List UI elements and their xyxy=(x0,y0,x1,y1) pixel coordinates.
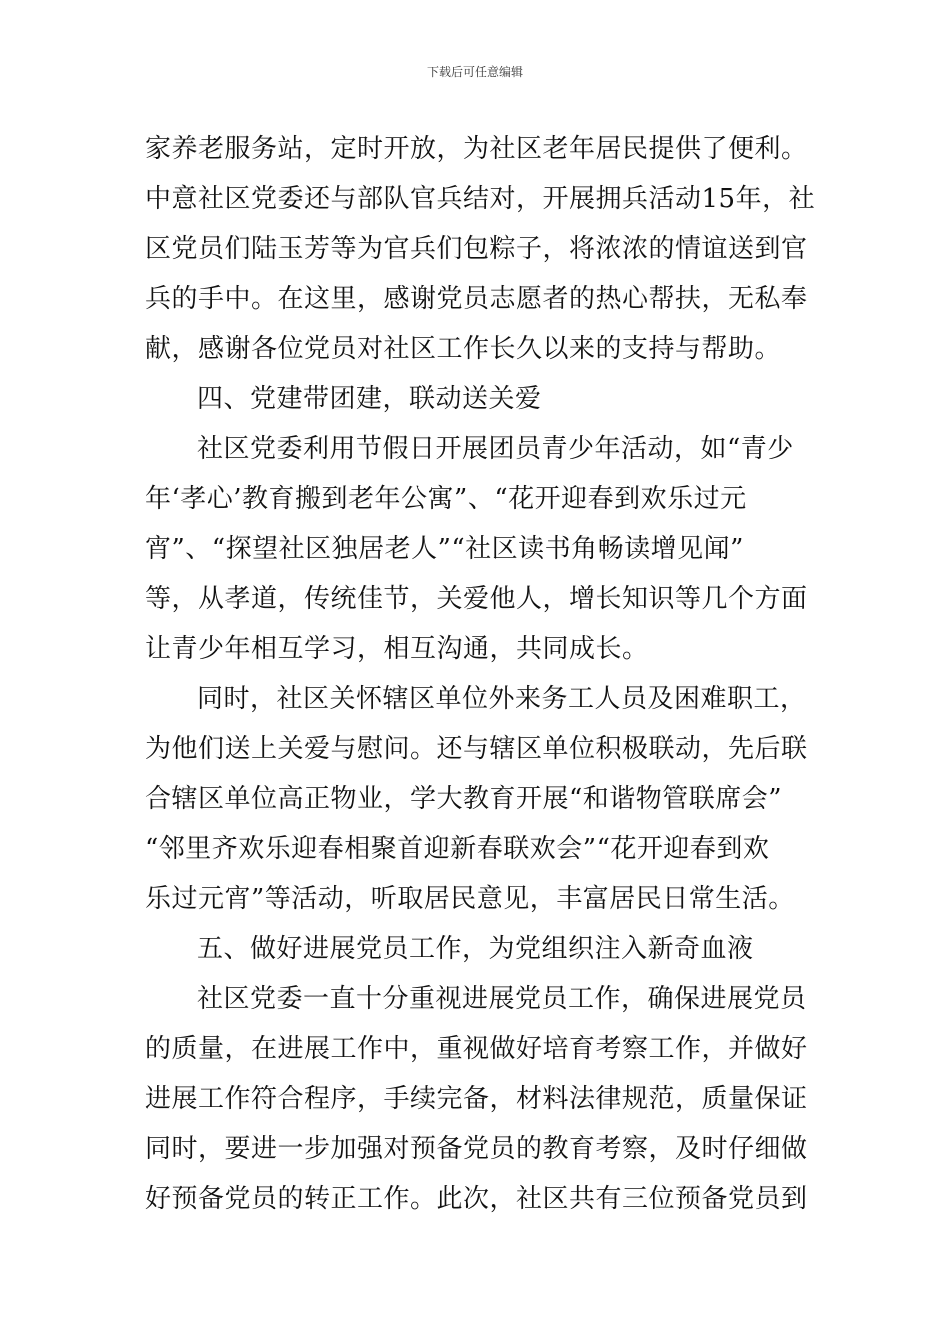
text-line: “邻里齐欢乐迎春相聚首迎新春联欢会”“花开迎春到欢 xyxy=(145,834,770,864)
text-line: 让青少年相互学习，相互沟通，共同成长。 xyxy=(145,634,649,664)
text-line: 社区党委一直十分重视进展党员工作，确保进展党员 xyxy=(197,984,807,1014)
text-line: 同时，要进一步加强对预备党员的教育考察，及时仔细做 xyxy=(145,1134,808,1164)
text-line: 四、党建带团建，联动送关爱 xyxy=(197,384,542,414)
text-line: 中意社区党委还与部队官兵结对，开展拥兵活动15年，社 xyxy=(145,184,816,214)
text-line: 年‘孝心’教育搬到老年公寓”、“花开迎春到欢乐过元 xyxy=(145,484,747,514)
text-line: 等，从孝道，传统佳节，关爱他人，增长知识等几个方面 xyxy=(145,584,808,614)
text-line: 的质量，在进展工作中，重视做好培育考察工作，并做好 xyxy=(145,1034,808,1064)
text-line: 社区党委利用节假日开展团员青少年活动，如“青少 xyxy=(197,434,794,464)
text-line: 区党员们陆玉芳等为官兵们包粽子，将浓浓的情谊送到官 xyxy=(145,234,808,264)
text-line: 乐过元宵”等活动，听取居民意见，丰富居民日常生活。 xyxy=(145,884,795,914)
text-line: 献，感谢各位党员对社区工作长久以来的支持与帮助。 xyxy=(145,334,782,364)
text-line: 家养老服务站，定时开放，为社区老年居民提供了便利。 xyxy=(145,134,808,164)
text-line: 五、做好进展党员工作，为党组织注入新奇血液 xyxy=(197,934,754,964)
text-line: 同时，社区关怀辖区单位外来务工人员及困难职工， xyxy=(197,684,807,714)
text-line: 好预备党员的转正工作。此次，社区共有三位预备党员到 xyxy=(145,1184,808,1214)
text-line: 为他们送上关爱与慰问。还与辖区单位积极联动，先后联 xyxy=(145,734,808,764)
document-body xyxy=(145,124,816,1224)
text-line: 兵的手中。在这里，感谢党员志愿者的热心帮扶，无私奉 xyxy=(145,284,808,314)
text-line: 宵”、“探望社区独居老人”“社区读书角畅读增见闻” xyxy=(145,534,744,564)
text-line: 合辖区单位高正物业，学大教育开展“和谐物管联席会” xyxy=(145,784,783,814)
text-line: 进展工作符合程序，手续完备，材料法律规范，质量保证 xyxy=(145,1084,808,1114)
page-header: 下载后可任意编辑 xyxy=(426,65,523,79)
